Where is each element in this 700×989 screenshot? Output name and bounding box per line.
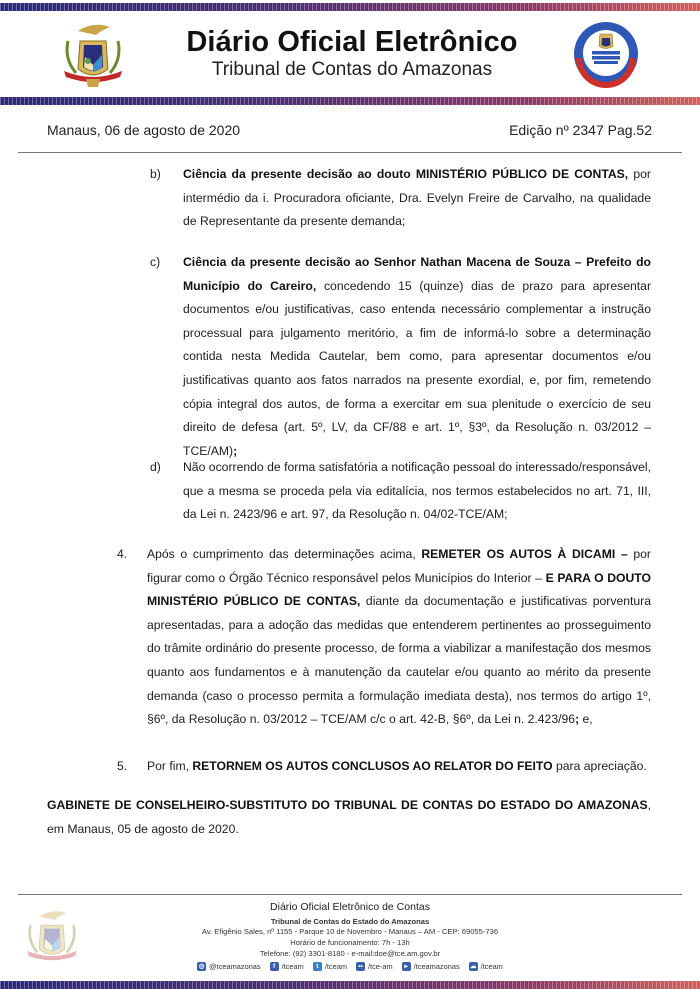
footer-divider [18,894,682,895]
item-marker-5: 5. [117,759,128,773]
item-marker-c: c) [150,255,161,269]
item-c-paragraph [183,251,651,463]
twitter-icon: t [313,962,322,971]
footer-organization: Tribunal de Contas do Estado do Amazonas [270,917,430,926]
item-5-paragraph [147,755,651,779]
item-d-paragraph [183,456,651,527]
item-c-bold-text: Ciência da presente decisão ao Senhor Nathan Macena de Souza – Prefeito do Município do Careiro, [183,255,651,293]
social-handle: /tceam [480,962,503,971]
social-link-soundcloud[interactable] [469,962,503,971]
item-b-paragraph [183,163,651,234]
item-marker-4: 4. [117,547,128,561]
item-4-text-1: Após o cumprimento das determinações acima, [147,547,422,561]
item-5-text-2: para apreciação. [552,759,647,773]
page-title: Diário Oficial Eletrônico [186,26,518,58]
youtube-icon: ▸ [402,962,411,971]
instagram-icon: ◎ [198,963,205,970]
footer-contact: Telefone: (92) 3301-8180 - e-mail:doe@tce.am.gov.br [259,949,441,958]
publication-date: Manaus, 06 de agosto de 2020 [47,122,241,138]
item-b-text: por intermédio da i. Procuradora oficiante, Dra. Evelyn Freire de Carvalho, na qualidade de Representante da presente demanda; [183,167,651,229]
item-4-bold-2: E PARA O DOUTO MINISTÉRIO PÚBLICO DE CONTAS, [147,570,651,609]
footer-social-links [150,962,550,971]
social-handle: /tce-am [368,962,393,971]
facebook-icon: f [270,962,279,971]
social-link-twitter[interactable] [313,962,347,971]
social-link-flickr[interactable] [356,962,393,971]
item-4-bold-1: REMETER OS AUTOS À DICAMI – [421,547,628,561]
page-subtitle: Tribunal de Contas do Amazonas [211,59,493,80]
item-b-bold-text: Ciência da presente decisão ao douto MINISTÉRIO PÚBLICO DE CONTAS, [183,167,629,181]
item-4-text-3: diante da documentação e justificativas porventura apresentadas, para a adoção das medidas que entenderem pertinentes ao prosseguimento do trâmite ordinário do presente processo, de forma a viabilizar a manifestação dos mesmos quanto aos fundamentos e à manutenção da cautelar e/ou quanto ao mérito da presente demanda (caso o processo permita a formulação imediata desta), nos termos do artigo 1º, §6º, da Resolução n. 03/2012 – TCE/AM c/c o art. 42-B, §6º, da Lei n. 2.423/96 [147,594,651,727]
footer-hours: Horário de funcionamento: 7h - 13h [290,938,410,947]
item-c-text: concedendo 15 (quinze) dias de prazo para apresentar documentos e/ou justificativas, caso entenda necessário complementar a instrução processual para julgamento meritório, a fim de informá-lo sobre a determinação contida nesta Medida Cautelar, bem como, para apresentar documentos e/ou justificativas quanto aos fatos narrados na presente exordial, e, por fim, remetendo cópia integral dos autos, de forma a exercitar em sua plenitude o exercício de seu direito de defesa (art. 5º, LV, da CF/88 e art. 1º, §3º, da Resolução n. 03/2012 – TCE/AM) [183,278,651,458]
edition-page-number: Edição nº 2347 Pag.52 [509,122,652,138]
social-link-youtube[interactable] [402,962,460,971]
closing-bold-text: GABINETE DE CONSELHEIRO-SUBSTITUTO DO TRIBUNAL DE CONTAS DO ESTADO DO AMAZONAS [47,798,648,812]
footer-band [0,981,700,989]
iso-9001-certified-seal-icon [572,20,640,88]
social-link-instagram[interactable] [197,962,260,971]
item-marker-b: b) [150,167,161,181]
closing-text: , em Manaus, 05 de agosto de 2020. [47,798,651,836]
social-handle: @tceamazonas [209,962,261,971]
header-top-band [0,3,700,11]
tce-amazonas-crest-icon [58,21,128,91]
header-divider [18,152,682,153]
tce-amazonas-crest-watermark-icon [22,902,82,974]
item-4-paragraph [147,543,651,732]
social-link-facebook[interactable] [270,962,304,971]
item-4-text-4: e, [579,712,593,727]
soundcloud-icon: ☁ [469,963,477,970]
header-bottom-band [0,97,700,105]
footer-address: Av. Efigênio Sales, nº 1155 - Parque 10 de Novembro - Manaus – AM - CEP: 69055-736 [201,927,499,936]
item-marker-d: d) [150,460,161,474]
closing-signature-paragraph [47,794,651,841]
footer-title: Diário Oficial Eletrônico de Contas [270,901,430,913]
flickr-icon: •• [356,962,365,971]
item-4-text-2: por figurar como o Órgão Técnico responsável pelos Municípios do Interior – [147,547,651,585]
item-5-bold-1: RETORNEM OS AUTOS CONCLUSOS AO RELATOR DO FEITO [192,759,553,773]
social-handle: /tceam [281,962,304,971]
social-handle: /tceamazonas [413,962,460,971]
item-d-text: Não ocorrendo de forma satisfatória a notificação pessoal do interessado/responsável, que a mesma se proceda pela via editalícia, nos termos estabelecidos no art. 71, III, da Lei n. 2423/96 e art. 97, da Resolução n. 04/02-TCE/AM; [183,460,651,522]
social-handle: /tceam [324,962,347,971]
item-c-tail: ; [233,443,238,458]
item-5-text-1: Por fim, [147,759,193,773]
item-4-bold-3: ; [575,712,580,727]
